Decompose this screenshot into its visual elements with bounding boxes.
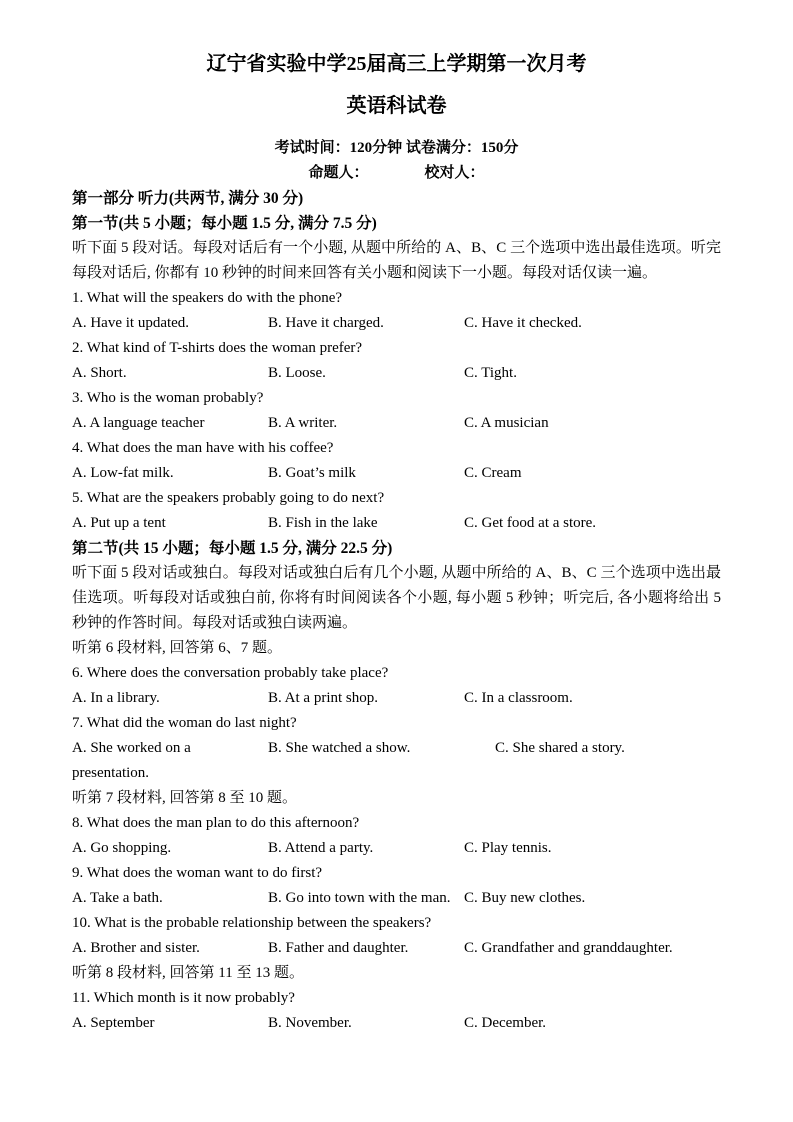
material-note-7: 听第 7 段材料, 回答第 8 至 10 题。 [72, 790, 298, 806]
question-5 [72, 486, 721, 536]
question-1 [72, 286, 721, 336]
option-c: C. Get food at a store. [464, 515, 597, 531]
question-options [72, 511, 721, 536]
question-9 [72, 861, 721, 911]
question-text: 1. What will the speakers do with the phone? [72, 290, 343, 306]
exam-time-and-score: 考试时间：120分钟 试卷满分：150分 [274, 140, 519, 156]
question-options [72, 686, 721, 711]
question-text: 9. What does the woman want to do first? [72, 865, 323, 881]
question-text: 7. What did the woman do last night? [72, 715, 297, 731]
exam-meta-info [72, 136, 721, 161]
option-c: C. Have it checked. [464, 315, 582, 331]
option-b: B. Goat’s milk [268, 465, 356, 481]
option-a: A. Have it updated. [72, 315, 190, 331]
exam-setter-label: 命题人： [308, 165, 369, 181]
option-c: C. December. [464, 1015, 547, 1031]
option-a: A. Put up a tent [72, 515, 166, 531]
exam-title: 辽宁省实验中学25届高三上学期第一次月考 [206, 53, 587, 75]
option-a: A. Short. [72, 365, 127, 381]
option-b: B. She watched a show. [268, 740, 411, 756]
question-options [72, 736, 721, 786]
question-options [72, 311, 721, 336]
option-b: B. Attend a party. [268, 840, 374, 856]
section2-heading: 第二节(共 15 小题；每小题 1.5 分, 满分 22.5 分) [72, 540, 393, 557]
option-a: A. A language teacher [72, 415, 205, 431]
option-c: C. In a classroom. [464, 690, 573, 706]
question-text: 4. What does the man have with his coffee? [72, 440, 334, 456]
question-text: 11. Which month is it now probably? [72, 990, 295, 1006]
exam-meta-people [72, 161, 721, 186]
section1-heading: 第一节(共 5 小题；每小题 1.5 分, 满分 7.5 分) [72, 215, 377, 232]
section1-instructions: 听下面 5 段对话。每段对话后有一个小题, 从题中所给的 A、B、C 三个选项中选出最佳选项。听完每段对话后, 你都有 10 秒钟的时间来回答有关小题和阅读下一小题。每段对话仅读一遍。 [72, 240, 721, 281]
option-c: C. Tight. [464, 365, 517, 381]
question-text: 2. What kind of T-shirts does the woman prefer? [72, 340, 363, 356]
question-options [72, 886, 721, 911]
question-options [72, 836, 721, 861]
option-b: B. Loose. [268, 365, 326, 381]
option-b: B. Have it charged. [268, 315, 384, 331]
question-6 [72, 661, 721, 711]
option-a: A. Take a bath. [72, 890, 163, 906]
option-c: C. Cream [464, 465, 522, 481]
section2-instructions: 听下面 5 段对话或独白。每段对话或独白后有几个小题, 从题中所给的 A、B、C 三个选项中选出最佳选项。听每段对话或独白前, 你将有时间阅读各个小题, 每小题 5 秒钟；听完后, 各小题将给出 5 秒钟的作答时间。每段对话或独白读两遍。 [72, 565, 721, 631]
question-3 [72, 386, 721, 436]
option-c: C. Buy new clothes. [464, 890, 586, 906]
question-text: 5. What are the speakers probably going to do next? [72, 490, 385, 506]
option-a: A. She worked on a presentation. [72, 740, 191, 781]
question-7 [72, 711, 721, 786]
question-options [72, 411, 721, 436]
question-2 [72, 336, 721, 386]
question-4 [72, 436, 721, 486]
option-a: A. Low-fat milk. [72, 465, 174, 481]
question-options [72, 1011, 721, 1036]
question-10 [72, 911, 721, 961]
option-c: C. Grandfather and granddaughter. [464, 940, 673, 956]
question-8 [72, 811, 721, 861]
question-text: 6. Where does the conversation probably take place? [72, 665, 389, 681]
material-note-6: 听第 6 段材料, 回答第 6、7 题。 [72, 640, 283, 656]
question-options [72, 361, 721, 386]
exam-subtitle: 英语科试卷 [346, 95, 447, 117]
option-b: B. A writer. [268, 415, 338, 431]
question-options [72, 461, 721, 486]
question-text: 8. What does the man plan to do this afternoon? [72, 815, 360, 831]
question-11 [72, 986, 721, 1036]
option-a: A. Brother and sister. [72, 940, 200, 956]
option-c: C. A musician [464, 415, 549, 431]
question-text: 10. What is the probable relationship between the speakers? [72, 915, 432, 931]
option-b: B. Father and daughter. [268, 940, 409, 956]
option-b: B. Fish in the lake [268, 515, 378, 531]
material-note-8: 听第 8 段材料, 回答第 11 至 13 题。 [72, 965, 304, 981]
option-b: B. November. [268, 1015, 352, 1031]
option-a: A. September [72, 1015, 155, 1031]
question-text: 3. Who is the woman probably? [72, 390, 264, 406]
option-b: B. At a print shop. [268, 690, 379, 706]
option-a: A. In a library. [72, 690, 160, 706]
option-a: A. Go shopping. [72, 840, 172, 856]
option-c: C. Play tennis. [464, 840, 552, 856]
option-b: B. Go into town with the man. [268, 890, 451, 906]
part1-heading: 第一部分 听力(共两节, 满分 30 分) [72, 190, 304, 207]
question-options [72, 936, 721, 961]
option-c: C. She shared a story. [495, 740, 625, 756]
exam-proofreader-label: 校对人： [424, 165, 485, 181]
